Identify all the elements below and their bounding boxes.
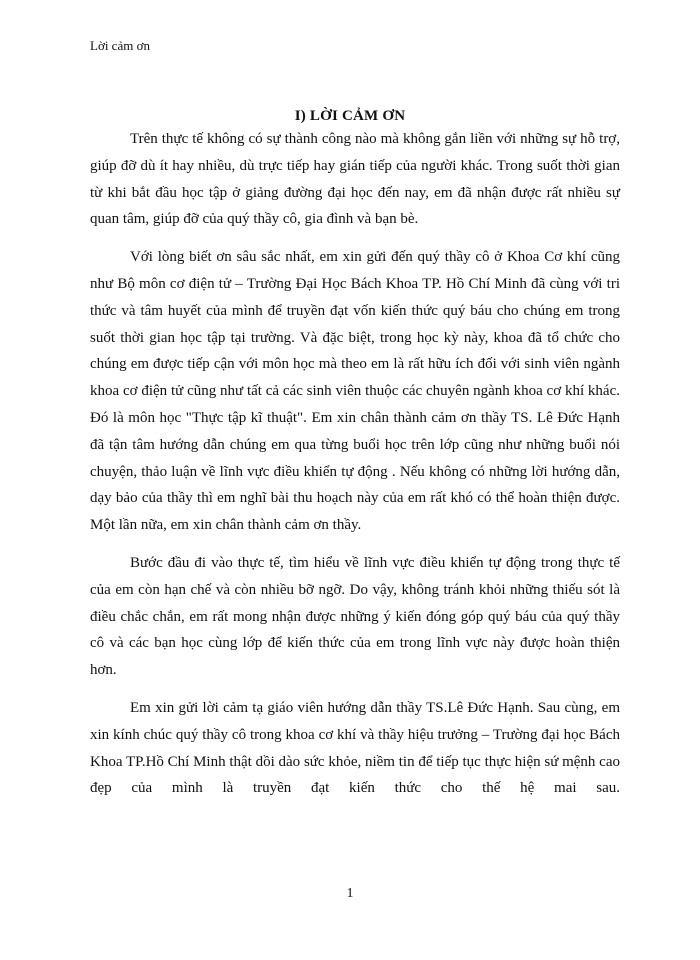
paragraph-2: Với lòng biết ơn sâu sắc nhất, em xin gửi đến quý thầy cô ở Khoa Cơ khí cũng như Bộ môn cơ điện tử – Trường Đại Học Bách Khoa TP. Hồ Chí Minh đã cùng với tri thức và tâm huyết của mình để truyền đạt vốn kiến thức quý báu cho chúng em trong suốt thời gian học tập tại trường. Và đặc biệt, trong học kỳ này, khoa đã tổ chức cho chúng em được tiếp cận với môn học mà theo em là rất hữu ích đối với sinh viên ngành khoa cơ điện tử cũng như tất cả các sinh viên thuộc các chuyên ngành khoa cơ khí khác. Đó là môn học "Thực tập kĩ thuật". Em xin chân thành cảm ơn thầy TS. Lê Đức Hạnh đã tận tâm hướng dẫn chúng em qua từng buổi học trên lớp cũng như những buổi nói chuyện, thảo luận về lĩnh vực điều khiển tự động . Nếu không có những lời hướng dẫn, dạy bảo của thầy thì em nghĩ bài thu hoạch này của em rất khó có thể hoàn thiện được. Một lần nữa, em xin chân thành cảm ơn thầy. [90,249,620,534]
running-header: Lời cảm ơn [90,38,150,53]
paragraph-1: Trên thực tế không có sự thành công nào mà không gắn liền với những sự hỗ trợ, giúp đỡ dù ít hay nhiều, dù trực tiếp hay gián tiếp của người khác. Trong suốt thời gian từ khi bắt đầu học tập ở giảng đường đại học đến nay, em đã nhận được rất nhiều sự quan tâm, giúp đỡ của quý thầy cô, gia đình và bạn bè. [90,131,620,228]
paragraph-3: Bước đầu đi vào thực tế, tìm hiểu về lĩnh vực điều khiển tự động trong thực tế của em còn hạn chế và còn nhiều bỡ ngỡ. Do vậy, không tránh khỏi những thiếu sót là điều chắc chắn, em rất mong nhận được những ý kiến đóng góp quý báu của quý thầy cô và các bạn học cùng lớp để kiến thức của em trong lĩnh vực này được hoàn thiện hơn. [90,554,620,679]
section-title: I) LỜI CẢM ƠN [294,108,406,124]
document-body [90,126,620,813]
page-number: 1 [346,886,354,901]
paragraph-4: Em xin gửi lời cảm tạ giáo viên hướng dẫn thầy TS.Lê Đức Hạnh. Sau cùng, em xin kính chúc quý thầy cô trong khoa cơ khí và thầy hiệu trưởng – Trường đại học Bách Khoa TP.Hồ Chí Minh thật dồi dào sức khỏe, niềm tin để tiếp tục thực hiện sứ mệnh cao đẹp của mình là truyền đạt kiến thức cho thế hệ mai sau. [90,699,620,797]
